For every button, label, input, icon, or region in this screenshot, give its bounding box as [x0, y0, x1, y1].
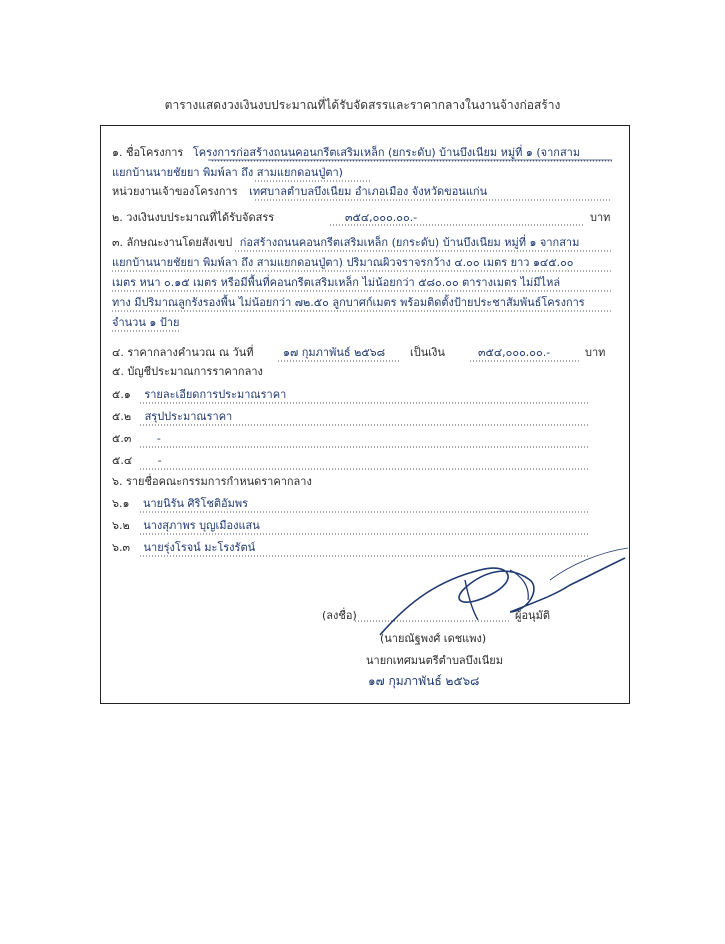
estimate-item-text: -: [156, 432, 161, 445]
median-price-amount-label: เป็นเงิน: [410, 346, 445, 359]
page-title: ตารางแสดงวงเงินงบประมาณที่ได้รับจัดสรรและราคากลางในงานจ้างก่อสร้าง: [164, 98, 561, 112]
budget-label: ๒. วงเงินงบประมาณที่ได้รับจัดสรร: [112, 211, 275, 224]
project-name-line1: โครงการก่อสร้างถนนคอนกรีตเสริมเหล็ก (ยกระดับ) บ้านบึงเนียม หมู่ที่ ๑ (จากสาม: [192, 146, 581, 159]
section-1-label: ๑. ชื่อโครงการ: [112, 146, 184, 159]
estimate-item-text: -: [157, 454, 162, 467]
estimate-label: ๕. บัญชีประมาณการราคากลาง: [112, 365, 263, 378]
estimate-item-num: ๕.๑: [112, 388, 131, 401]
estimate-item-text: รายละเอียดการประมาณราคา: [144, 388, 287, 401]
approval-date: ๑๗ กุมภาพันธ์ ๒๕๖๘: [368, 674, 480, 688]
scope-line5: จำนวน ๑ ป้าย: [112, 316, 180, 329]
median-price-amount: ๓๕๔,๐๐๐.๐๐.-: [478, 346, 551, 359]
estimate-item-num: ๕.๓: [112, 432, 132, 445]
budget-unit: บาท: [590, 211, 611, 224]
approver-role: ผู้อนุมัติ: [515, 609, 550, 622]
committee-member-name: นายนิรัน ศิริโชติอัมพร: [142, 497, 248, 510]
approver-name: (นายณัฐพงศ์ เดชแพง): [380, 632, 487, 645]
estimate-item-num: ๕.๔: [112, 454, 133, 467]
scope-line2: แยกบ้านนายชัยยา พิมพ์ลา ถึง สามแยกดอนปู่ตา) ปริมาณผิวจราจรกว้าง ๔.๐๐ เมตร ยาว ๑๔๕.๐๐: [112, 256, 574, 269]
sign-label: (ลงชื่อ): [322, 609, 357, 622]
committee-member-num: ๖.๒: [112, 519, 130, 532]
committee-member-name: นายรุ่งโรจน์ มะโรงรัตน์: [143, 541, 256, 554]
scope-line1: ก่อสร้างถนนคอนกรีตเสริมเหล็ก (ยกระดับ) บ้านบึงเนียม หมู่ที่ ๑ จากสาม: [239, 236, 580, 249]
scope-label: ๓. ลักษณะงานโดยสังเขป: [112, 236, 233, 249]
agency-label: หน่วยงานเจ้าของโครงการ: [112, 185, 238, 198]
committee-label: ๖. รายชื่อคณะกรรมการกำหนดราคากลาง: [112, 475, 312, 488]
scope-line4: ทาง มีปริมาณลูกรังรองพื้น ไม่น้อยกว่า ๗๒.๕๐ ลูกบาศก์เมตร พร้อมติดตั้งป้ายประชาสัมพันธ์โครงการ: [112, 296, 585, 309]
median-price-unit: บาท: [585, 346, 606, 359]
committee-member-name: นางสุภาพร บุญเมืองแสน: [143, 519, 260, 532]
approver-position: นายกเทศมนตรีตำบลบึงเนียม: [366, 654, 503, 667]
estimate-item-text: สรุปประมาณราคา: [144, 410, 233, 423]
agency-value: เทศบาลตำบลบึงเนียม อำเภอเมือง จังหวัดขอนแก่น: [249, 185, 488, 198]
scope-line3: เมตร หนา ๐.๑๕ เมตร หรือมีพื้นที่คอนกรีตเสริมเหล็ก ไม่น้อยกว่า ๕๘๐.๐๐ ตารางเมตร ไม่มีไหล่: [112, 276, 561, 289]
estimate-item-num: ๕.๒: [112, 410, 132, 423]
committee-member-num: ๖.๓: [112, 541, 130, 554]
median-price-date: ๑๗ กุมภาพันธ์ ๒๕๖๘: [283, 346, 386, 359]
budget-value: ๓๕๔,๐๐๐.๐๐.-: [345, 211, 418, 224]
committee-member-num: ๖.๑: [112, 497, 130, 510]
project-name-line2: แยกบ้านนายชัยยา พิมพ์ลา ถึง สามแยกดอนปู่ตา): [112, 166, 343, 179]
median-price-label: ๔. ราคากลางคำนวณ ณ วันที่: [112, 346, 254, 359]
